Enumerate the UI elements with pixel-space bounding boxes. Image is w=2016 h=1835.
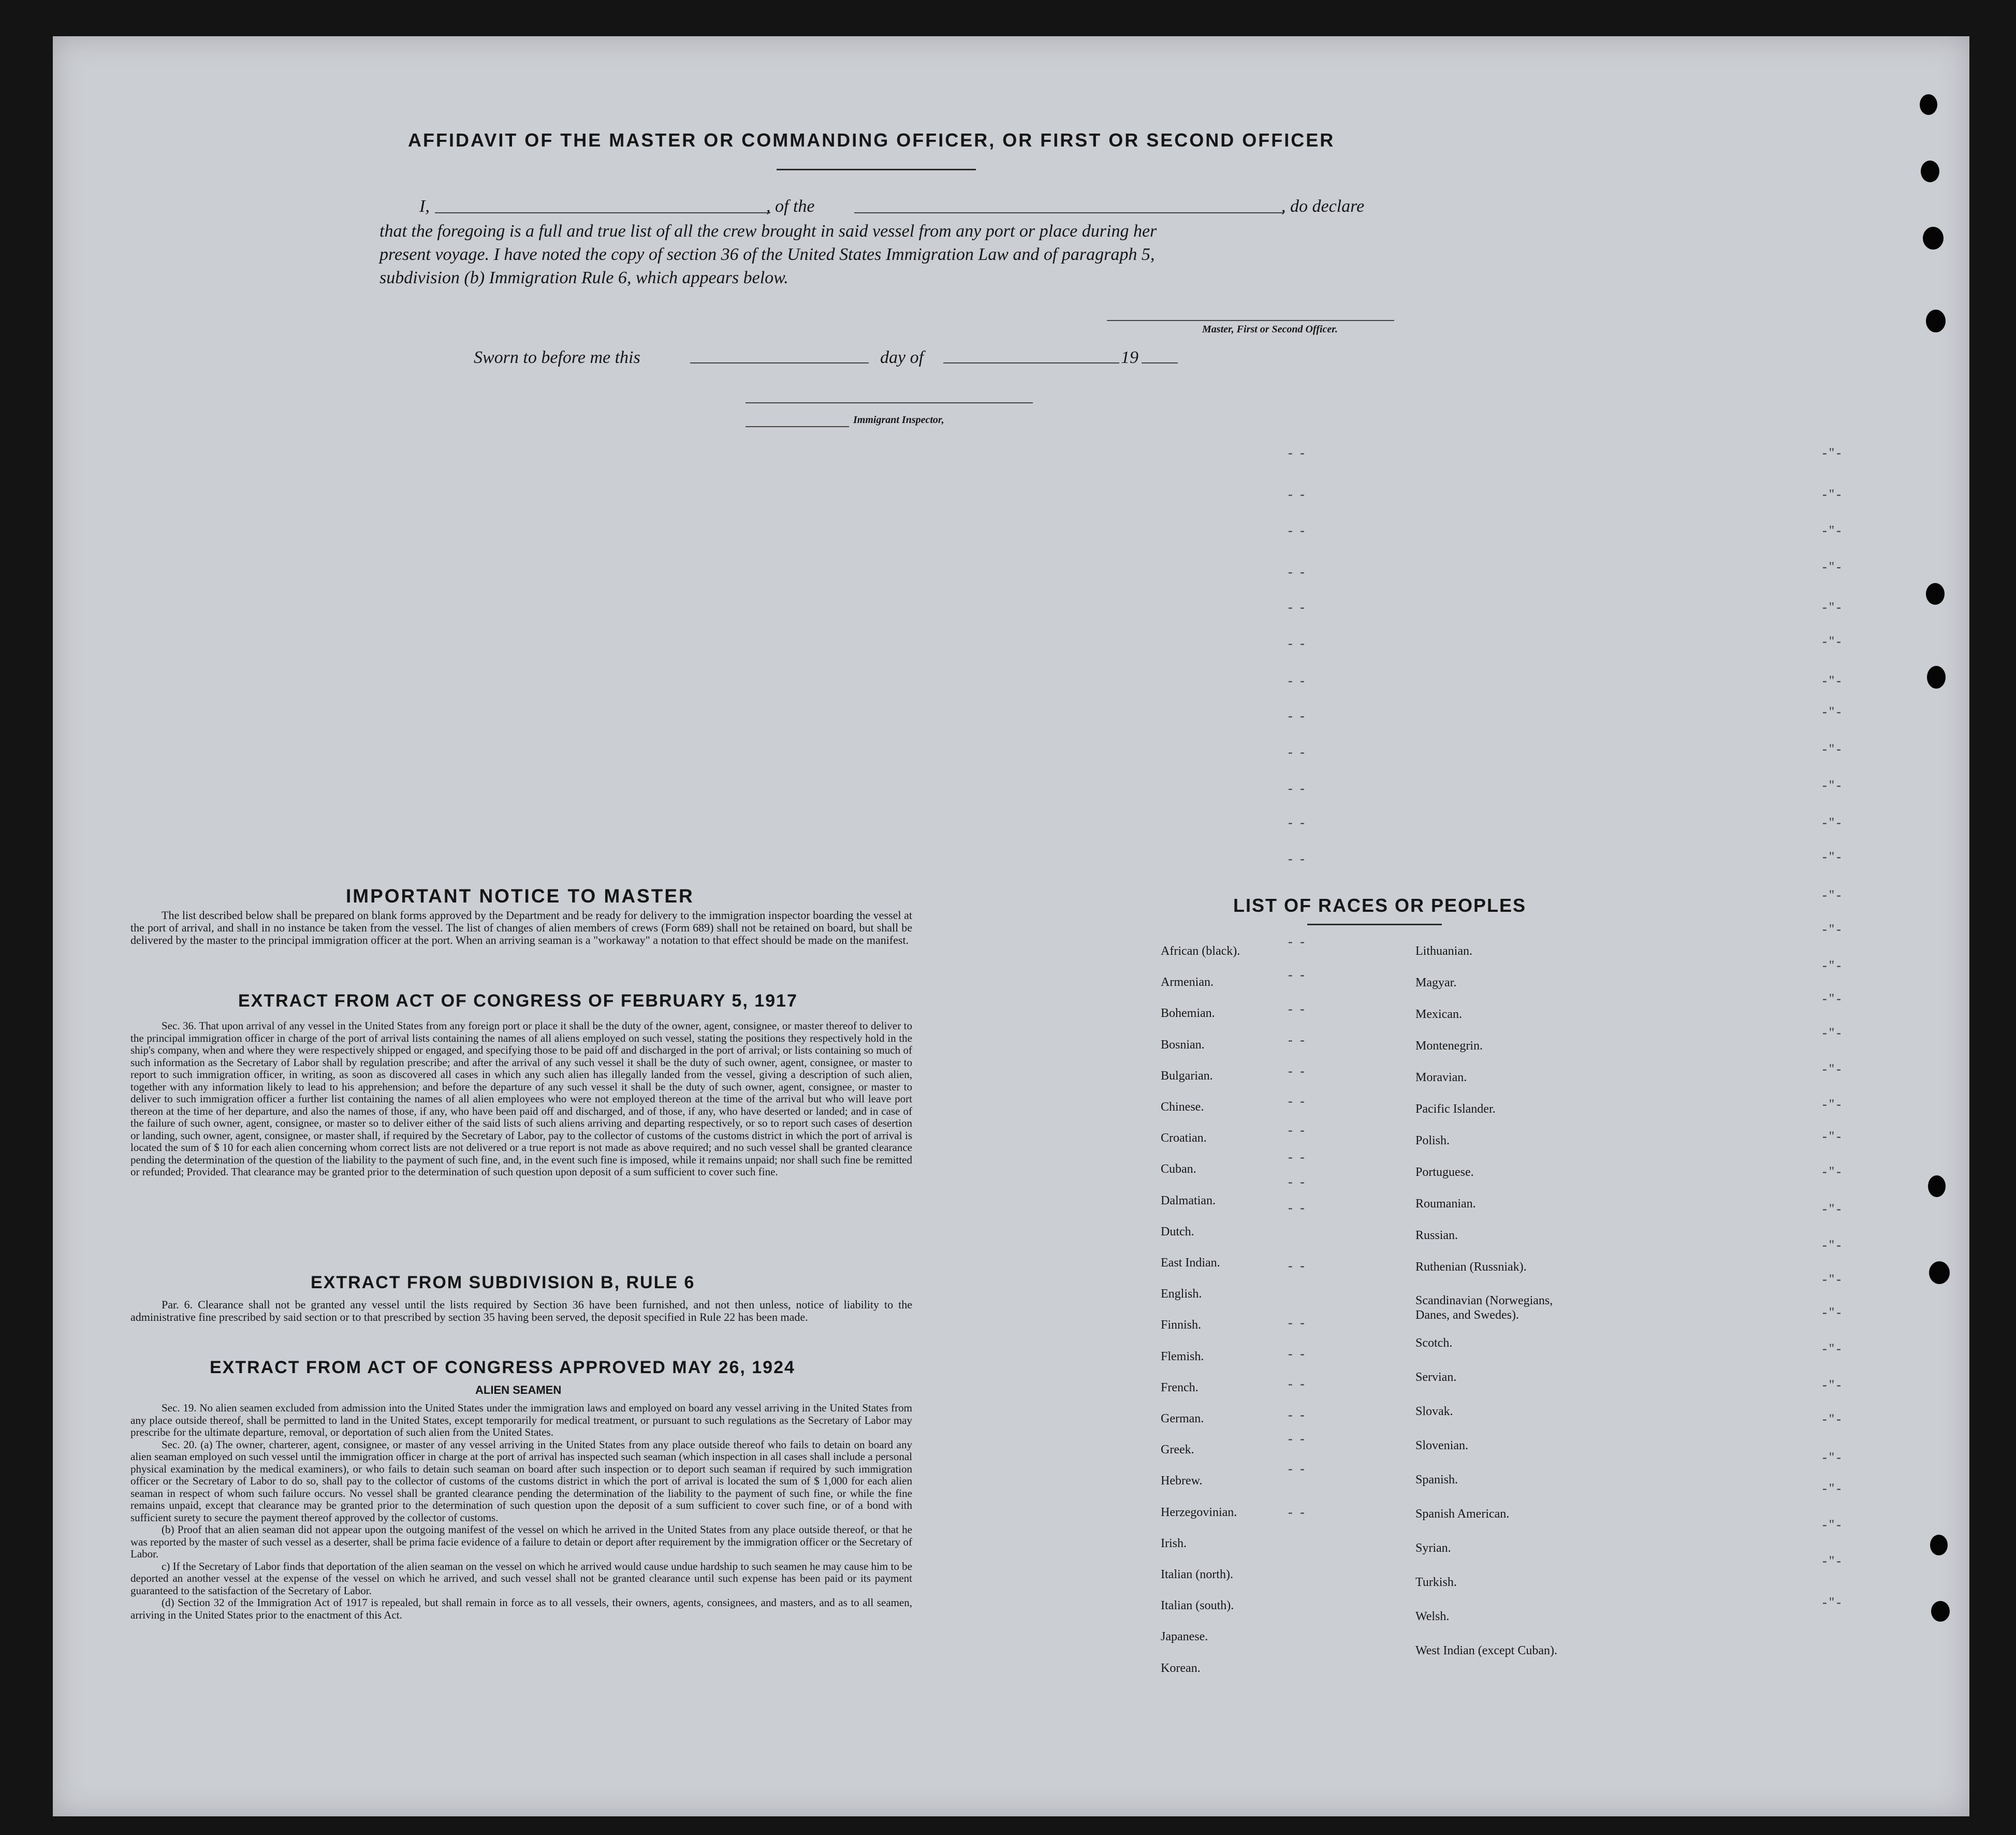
race-item: Servian.: [1415, 1371, 1457, 1384]
race-item: Danes, and Swedes).: [1415, 1308, 1519, 1322]
ditto-mark: -"-: [1822, 922, 1843, 937]
race-item: Cuban.: [1161, 1162, 1196, 1176]
races-title: LIST OF RACES OR PEOPLES: [1233, 895, 1527, 916]
affidavit-title-rule: [777, 169, 976, 170]
ditto-mark: -"-: [1822, 1272, 1843, 1287]
affidavit-title: AFFIDAVIT OF THE MASTER OR COMMANDING OFFICER, OR FIRST OR SECOND OFFICER: [408, 129, 1335, 151]
binder-hole: [1927, 666, 1946, 689]
extract-1924-text: [130, 1402, 912, 1621]
race-item: East Indian.: [1161, 1256, 1220, 1270]
race-item: Armenian.: [1161, 975, 1214, 989]
declarant-prefix: I,: [419, 197, 430, 216]
ditto-mark: - -: [1288, 1174, 1307, 1189]
sworn-prefix: Sworn to before me this: [474, 348, 640, 367]
ditto-mark: -"-: [1822, 741, 1843, 756]
race-item: Turkish.: [1415, 1576, 1457, 1589]
notice-title: IMPORTANT NOTICE TO MASTER: [346, 885, 694, 907]
race-item: Magyar.: [1415, 976, 1457, 989]
ditto-mark: - -: [1288, 1376, 1307, 1391]
ditto-mark: - -: [1288, 1064, 1307, 1079]
race-item: Irish.: [1161, 1536, 1187, 1550]
inspector-label: Immigrant Inspector,: [853, 414, 944, 426]
binder-hole: [1923, 227, 1944, 250]
paragraph-6: Par. 6. Clearance shall not be granted any vessel until the lists required by Section 36 have been furnished, and not then unless, notice of liability to the administrative fine prescribed by said section or to that prescribed by section 35 having been served, the deposit specified in Rule 22 has been made.: [130, 1298, 912, 1323]
ditto-mark: -"-: [1822, 559, 1843, 574]
section-36-paragraph: Sec. 36. That upon arrival of any vessel in the United States from any foreign port or place it shall be the duty of the owner, agent, consignee, or master thereof to deliver to the principal immigration officer in charge of the port of arrival lists containing the names of all aliens employed on such vessel, stating the positions they respectively hold in the ship's company, when and where they were respectively shipped or engaged, and specifying those to be paid off and discharged in the port of arrival; or lists containing so much of such information as the Secretary of Labor shall by regulation prescribe; and after the arrival of any such vessel it shall be the duty of such owner, agent, consignee, or master to report to such immigration officer, in writing, as soon as discovered all cases in which any such alien has illegally landed from the vessel, giving a description of such alien, together with any information likely to lead to his apprehension; and before the departure of any such vessel it shall be the duty of such owner, agent, consignee, or master to deliver to such immigration officer a further list containing the names of all alien employees who were not employed thereon at the time of the arrival but who will leave port thereon at the time of her departure, and also the names of those, if any, who have been paid off and discharged, and of those, if any, who have deserted or landed; and in case of the failure of such owner, agent, consignee, or master so to deliver either of the said lists of such aliens arriving and departing respectively, or so to report such cases of desertion or landing, such owner, agent, consignee, or master shall, if required by the Secretary of Labor, pay to the collector of customs of the customs district in which the port of arrival is located the sum of $ 10 for each alien concerning whom correct lists are not delivered or a true report is not made as above required; and no such vessel shall be granted clearance pending the determination of the question of the liability to the payment of such fine, and, in the event such fine is imposed, while it remains unpaid; nor shall such fine be remitted or refunded; Provided. That clearance may be granted prior to the determination of such question upon deposit of a sum sufficient to cover such fine.: [130, 1020, 912, 1178]
race-item: Finnish.: [1161, 1318, 1202, 1332]
ditto-mark: -"-: [1822, 1553, 1843, 1568]
race-item: Italian (south).: [1161, 1599, 1234, 1613]
ditto-mark: -"-: [1822, 1061, 1843, 1076]
ditto-mark: -"-: [1822, 1595, 1843, 1610]
ditto-mark: - -: [1288, 564, 1307, 579]
race-item: Ruthenian (Russniak).: [1415, 1260, 1527, 1274]
ditto-mark: - -: [1288, 708, 1307, 723]
ditto-mark: -"-: [1822, 445, 1843, 460]
ditto-mark: - -: [1288, 487, 1307, 502]
ditto-mark: -"-: [1822, 1237, 1843, 1253]
race-item: Portuguese.: [1415, 1166, 1474, 1179]
section-19-paragraph: Sec. 19. No alien seamen excluded from admission into the United States under the immigration laws and employed on board any vessel arriving in the United States from any place outside thereof, shall be permitted to land in the United States, except temporarily for medical treatment, or pursuant to such regulations as the Secretary of Labor may prescribe for the ultimate departure, removal, or deportation of such alien from the United States.: [130, 1402, 912, 1438]
ditto-mark: -"-: [1822, 778, 1843, 793]
race-item: Spanish American.: [1415, 1507, 1510, 1521]
race-item: Syrian.: [1415, 1541, 1451, 1555]
section-20c-paragraph: c) If the Secretary of Labor finds that deportation of the alien seaman on the vessel on which he arrived would cause undue hardship to such seamen he may cause him to be deported an another vessel at the expense of the vessel on which he arrived, and such vessel shall not be granted clearance until such expense has been paid or its payment guaranteed to the satisfaction of the Secretary of Labor.: [130, 1560, 912, 1597]
race-item: Pacific Islander.: [1415, 1102, 1496, 1116]
ditto-mark: -"-: [1822, 673, 1843, 688]
ditto-mark: -"-: [1822, 600, 1843, 615]
ditto-mark: - -: [1288, 1346, 1307, 1361]
binder-hole: [1926, 310, 1946, 332]
notice-text: [130, 909, 912, 946]
section-20b-paragraph: (b) Proof that an alien seaman did not appear upon the outgoing manifest of the vessel on which he arrived in the United States from any place outside thereof, or that he was reported by the master of such vessel as a deserter, shall be prima facie evidence of a failure to detain or deport after requirement by the immigration officer or the Secretary of Labor.: [130, 1523, 912, 1560]
ditto-mark: -"-: [1822, 1025, 1843, 1040]
ditto-mark: -"-: [1822, 1305, 1843, 1320]
ditto-mark: - -: [1288, 967, 1307, 982]
race-item: Bulgarian.: [1161, 1069, 1213, 1083]
race-item: English.: [1161, 1287, 1202, 1301]
race-item: Roumanian.: [1415, 1197, 1476, 1211]
extract-rule6-title: EXTRACT FROM SUBDIVISION B, RULE 6: [311, 1273, 695, 1292]
ditto-mark: - -: [1288, 851, 1307, 866]
section-20a-paragraph: Sec. 20. (a) The owner, charterer, agent, consignee, or master of any vessel arriving in the United States from any place outside thereof who fails to detain on board any alien seaman employed on such vessel until the immigration officer in charge at the port of arrival has inspected such seaman (which inspection in all cases shall include a personal physical examination by the medical examiners), or who fails to detain such seaman on board after such inspection or to deport such seaman if required by such immigration officer or the Secretary of Labor to do so, shall pay to the collector of customs of the customs district in which the port of arrival is located the sum of $ 1,000 for each alien seaman in respect of whom such failure occurs. No vessel shall be granted clearance pending the determination of the liability to the payment of such fine, or while the fine remains unpaid, except that clearance may be granted prior to the determination of such question upon the deposit of a sum sufficient to cover such fine, or of a bond with sufficient surety to secure the payment thereof approved by the collector of customs.: [130, 1438, 912, 1524]
ditto-mark: - -: [1288, 1123, 1307, 1138]
ditto-mark: -"-: [1822, 1450, 1843, 1465]
ditto-mark: -"-: [1822, 1481, 1843, 1496]
declarant-name-field[interactable]: [435, 212, 770, 213]
race-item: Bosnian.: [1161, 1038, 1205, 1052]
vessel-prefix: , of the: [766, 197, 815, 216]
race-item: Bohemian.: [1161, 1007, 1215, 1021]
race-item: Slovak.: [1415, 1405, 1453, 1418]
ditto-mark: - -: [1288, 1505, 1307, 1520]
race-item: Scandinavian (Norwegians,: [1415, 1294, 1553, 1307]
ditto-mark: - -: [1288, 1149, 1307, 1164]
ditto-mark: -"-: [1822, 958, 1843, 973]
ditto-mark: -"-: [1822, 1517, 1843, 1532]
race-item: Korean.: [1161, 1661, 1201, 1675]
affidavit-line-2: that the foregoing is a full and true list of all the crew brought in said vessel from any port or place during her: [379, 222, 1157, 241]
ditto-mark: - -: [1288, 1001, 1307, 1016]
master-signature-label: Master, First or Second Officer.: [1202, 324, 1338, 335]
ditto-mark: -"-: [1822, 849, 1843, 864]
affidavit-line-3: present voyage. I have noted the copy of section 36 of the United States Immigration Law and of paragraph 5,: [379, 245, 1155, 264]
ditto-mark: - -: [1288, 1407, 1307, 1422]
sworn-year-prefix: 19: [1121, 348, 1138, 367]
binder-hole: [1921, 161, 1939, 182]
ditto-mark: -"-: [1822, 1164, 1843, 1179]
race-item: Montenegrin.: [1415, 1039, 1483, 1053]
binder-hole: [1931, 1601, 1950, 1622]
ditto-mark: -"-: [1822, 1201, 1843, 1216]
binder-hole: [1928, 1175, 1946, 1197]
ditto-mark: - -: [1288, 745, 1307, 760]
race-item: African (black).: [1161, 944, 1240, 958]
ditto-mark: -"-: [1822, 523, 1843, 538]
declare-suffix: , do declare: [1281, 197, 1365, 216]
ditto-mark: -"-: [1822, 1411, 1843, 1426]
ditto-mark: - -: [1288, 673, 1307, 688]
race-item: Mexican.: [1415, 1008, 1462, 1021]
section-20d-paragraph: (d) Section 32 of the Immigration Act of 1917 is repealed, but shall remain in force as to all vessels, their owners, agents, consignees, and masters, and as to all seamen, arriving in the United States prior to the enactment of this Act.: [130, 1596, 912, 1621]
race-item: Welsh.: [1415, 1610, 1450, 1623]
ditto-mark: -"-: [1822, 815, 1843, 830]
race-item: Herzegovinian.: [1161, 1505, 1237, 1519]
ditto-mark: - -: [1288, 445, 1307, 460]
race-item: West Indian (except Cuban).: [1415, 1644, 1557, 1657]
race-item: Japanese.: [1161, 1630, 1208, 1644]
race-item: Lithuanian.: [1415, 944, 1472, 958]
ditto-mark: - -: [1288, 1315, 1307, 1330]
ditto-mark: - -: [1288, 600, 1307, 615]
race-item: French.: [1161, 1380, 1199, 1394]
race-item: Scotch.: [1415, 1336, 1453, 1350]
ditto-mark: -"-: [1822, 887, 1843, 902]
extract-1924-title: EXTRACT FROM ACT OF CONGRESS APPROVED MAY 26, 1924: [210, 1358, 795, 1377]
race-item: Chinese.: [1161, 1100, 1204, 1114]
binder-hole: [1930, 1535, 1948, 1555]
race-item: Russian.: [1415, 1229, 1458, 1242]
sworn-date-field[interactable]: [690, 362, 869, 363]
master-signature-line[interactable]: [1107, 320, 1394, 321]
ditto-mark: - -: [1288, 1461, 1307, 1476]
race-item: Moravian.: [1415, 1071, 1467, 1084]
ditto-mark: -"-: [1822, 1097, 1843, 1112]
race-item: Italian (north).: [1161, 1568, 1233, 1581]
ditto-mark: - -: [1288, 1258, 1307, 1273]
extract-1924-subtitle: ALIEN SEAMEN: [475, 1383, 562, 1396]
race-item: Dalmatian.: [1161, 1193, 1216, 1207]
race-item: Slovenian.: [1415, 1439, 1468, 1452]
binder-hole: [1926, 583, 1945, 605]
ditto-mark: -"-: [1822, 704, 1843, 719]
extract-rule6-text: [130, 1299, 912, 1323]
ditto-mark: -"-: [1822, 991, 1843, 1006]
ditto-mark: -"-: [1822, 1377, 1843, 1392]
race-item: Dutch.: [1161, 1225, 1194, 1239]
ditto-mark: -"-: [1822, 487, 1843, 502]
race-item: Flemish.: [1161, 1349, 1204, 1363]
race-item: Croatian.: [1161, 1131, 1207, 1145]
sworn-year-field[interactable]: [1142, 362, 1178, 363]
affidavit-line-4: subdivision (b) Immigration Rule 6, which appears below.: [379, 268, 788, 287]
ditto-mark: - -: [1288, 781, 1307, 796]
ditto-mark: -"-: [1822, 1129, 1843, 1144]
sworn-month-field[interactable]: [943, 362, 1119, 363]
ditto-mark: - -: [1288, 1200, 1307, 1215]
race-item: German.: [1161, 1412, 1204, 1425]
ditto-mark: - -: [1288, 1431, 1307, 1446]
affidavit-line-1: [419, 197, 1393, 220]
ditto-mark: - -: [1288, 815, 1307, 830]
ditto-mark: - -: [1288, 1032, 1307, 1047]
race-item: Hebrew.: [1161, 1474, 1203, 1488]
race-item: Greek.: [1161, 1443, 1194, 1457]
extract-1917-title: EXTRACT FROM ACT OF CONGRESS OF FEBRUARY 5, 1917: [238, 991, 798, 1011]
sworn-day-of: day of: [880, 348, 924, 367]
race-item: Spanish.: [1415, 1473, 1458, 1487]
inspector-name-line[interactable]: [746, 426, 849, 427]
races-title-rule: [1307, 924, 1442, 925]
ditto-mark: -"-: [1822, 1341, 1843, 1356]
ditto-mark: - -: [1288, 1094, 1307, 1109]
ditto-mark: - -: [1288, 523, 1307, 538]
binder-hole: [1920, 94, 1937, 115]
inspector-signature-line[interactable]: [746, 402, 1033, 403]
extract-1917-text: [130, 1020, 912, 1178]
vessel-name-field[interactable]: [854, 212, 1284, 213]
ditto-mark: -"-: [1822, 634, 1843, 649]
race-item: Polish.: [1415, 1134, 1450, 1147]
ditto-mark: - -: [1288, 934, 1307, 949]
binder-hole: [1929, 1261, 1950, 1284]
ditto-mark: - -: [1288, 636, 1307, 651]
notice-paragraph: The list described below shall be prepared on blank forms approved by the Department and be ready for delivery to the immigration inspector boarding the vessel at the port of arrival, and shall in no instance be taken from the vessel. The list of changes of alien members of crews (Form 689) shall not be retained on board, but shall be delivered by the master to the principal immigration officer at the port. When an arriving seaman is a "workaway" a notation to that effect should be made on the manifest.: [130, 909, 912, 946]
